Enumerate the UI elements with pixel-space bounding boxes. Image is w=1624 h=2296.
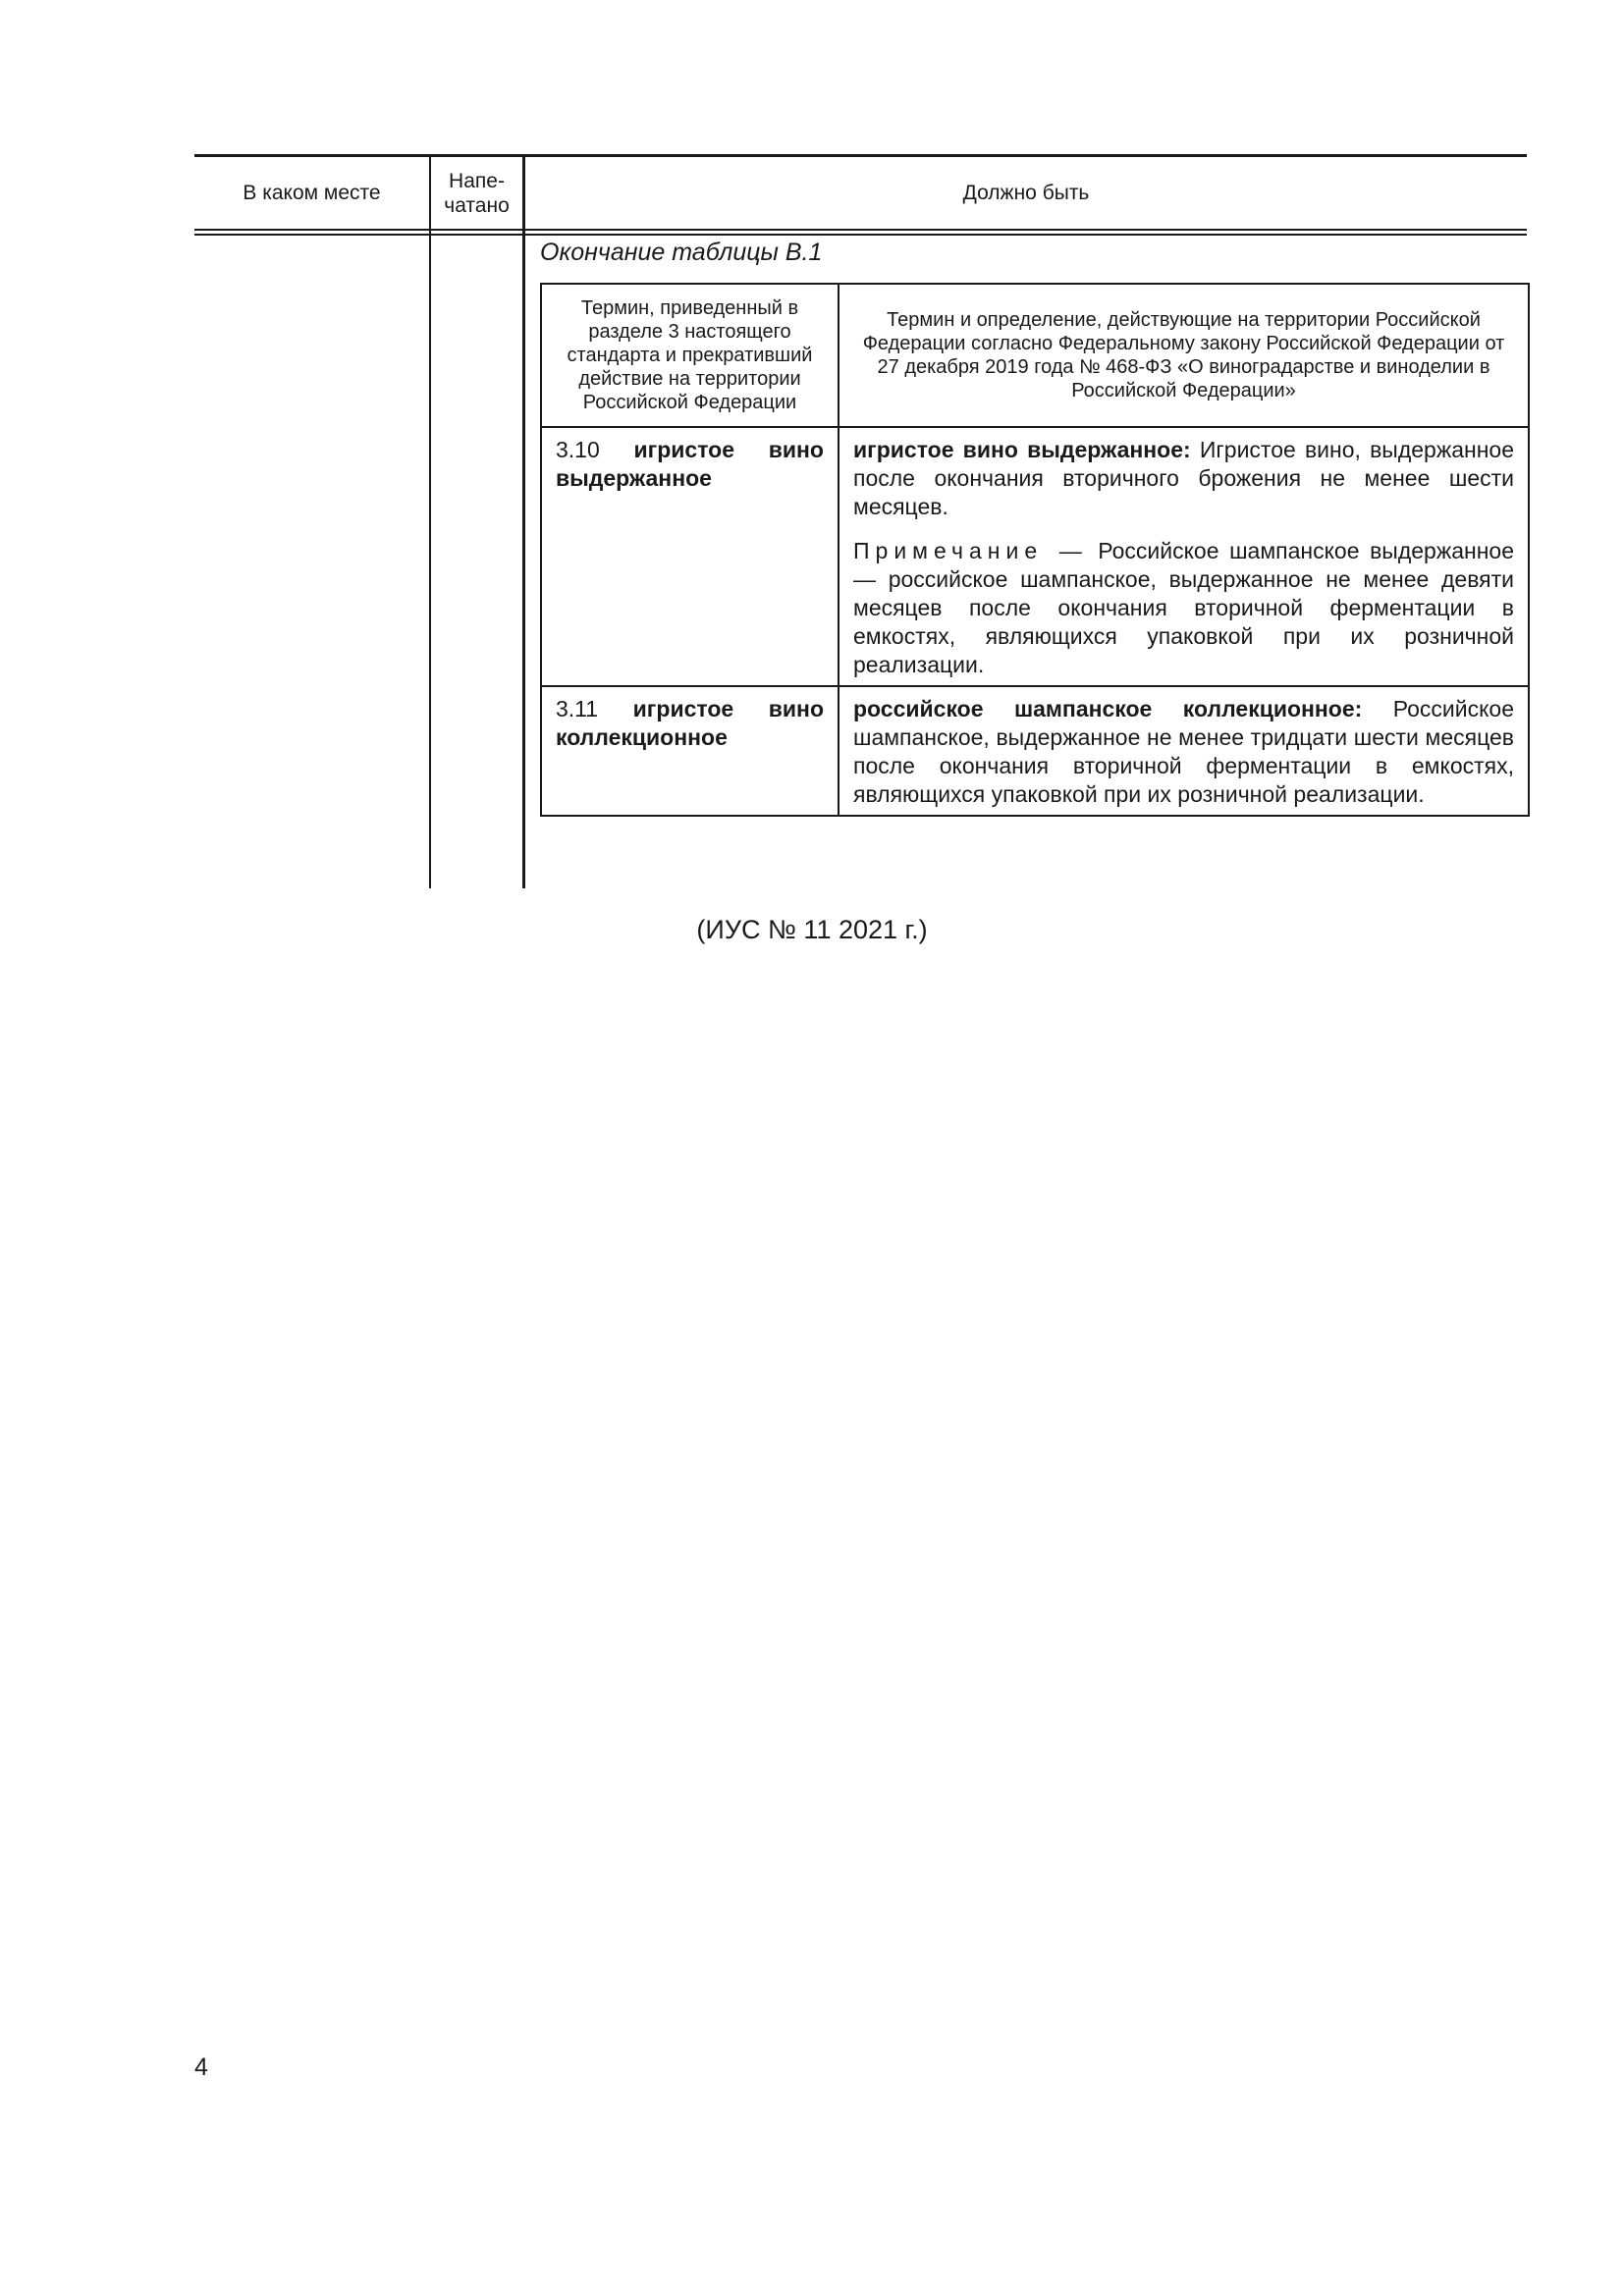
column-divider-1 <box>429 154 431 888</box>
definition <box>853 695 1514 809</box>
term-number: 3.11 <box>556 696 599 721</box>
note <box>853 537 1514 679</box>
terms-table-header-row <box>541 284 1529 427</box>
term-text: игристое вино коллекционное <box>556 696 824 750</box>
page-number: 4 <box>194 2054 208 2081</box>
note-text: Российское шампанское выдержанное — российское шампанское, выдержанное не менее девяти месяцев после окончания вторичной ферментации в емкостях, являющихся упаковкой при их розничной реализации. <box>853 538 1514 677</box>
term-text: игристое вино выдержанное <box>556 437 824 491</box>
table-row <box>541 427 1529 686</box>
header-should-be: Должно быть <box>962 182 1090 204</box>
header-bottom-rule-1 <box>194 229 1527 231</box>
definition-cell <box>839 686 1529 816</box>
table-row <box>541 686 1529 816</box>
definition-text: Российское шампанское, выдержанное не менее тридцати шести месяцев после окончания вторичной ферментации в емкостях, являющихся упаковкой при их розничной реализации. <box>853 696 1514 807</box>
definition-cell <box>839 427 1529 686</box>
definition <box>853 436 1514 521</box>
term-number: 3.10 <box>556 437 600 462</box>
ius-reference: (ИУС № 11 2021 г.) <box>696 915 928 944</box>
definition-term: игристое вино выдержанное: <box>853 437 1191 462</box>
column-divider-2 <box>522 154 525 888</box>
header-place: В каком месте <box>243 182 381 204</box>
definition-text: Игристое вино, выдержанное после окончания вторичного брожения не менее шести месяцев. <box>853 437 1514 519</box>
terms-header-new: Термин и определение, действующие на территории Российской Федерации согласно Федеральному закону Российской Федерации от 27 декабря 2019 года № 468-ФЗ «О виноградарстве и виноделии в Российской Федерации» <box>839 284 1529 427</box>
term-cell <box>541 686 839 816</box>
header-bottom-rule-2 <box>194 234 1527 236</box>
table-continuation-caption: Окончание таблицы В.1 <box>540 239 823 266</box>
note-label: Примечание — <box>853 538 1088 563</box>
definition-term: российское шампанское коллекционное: <box>853 696 1363 721</box>
term-cell <box>541 427 839 686</box>
terms-header-old: Термин, приведенный в разделе 3 настоящего стандарта и прекративший действие на территории Российской Федерации <box>541 284 839 427</box>
header-printed: Напе- чатано <box>444 169 510 217</box>
terms-table <box>540 283 1530 817</box>
